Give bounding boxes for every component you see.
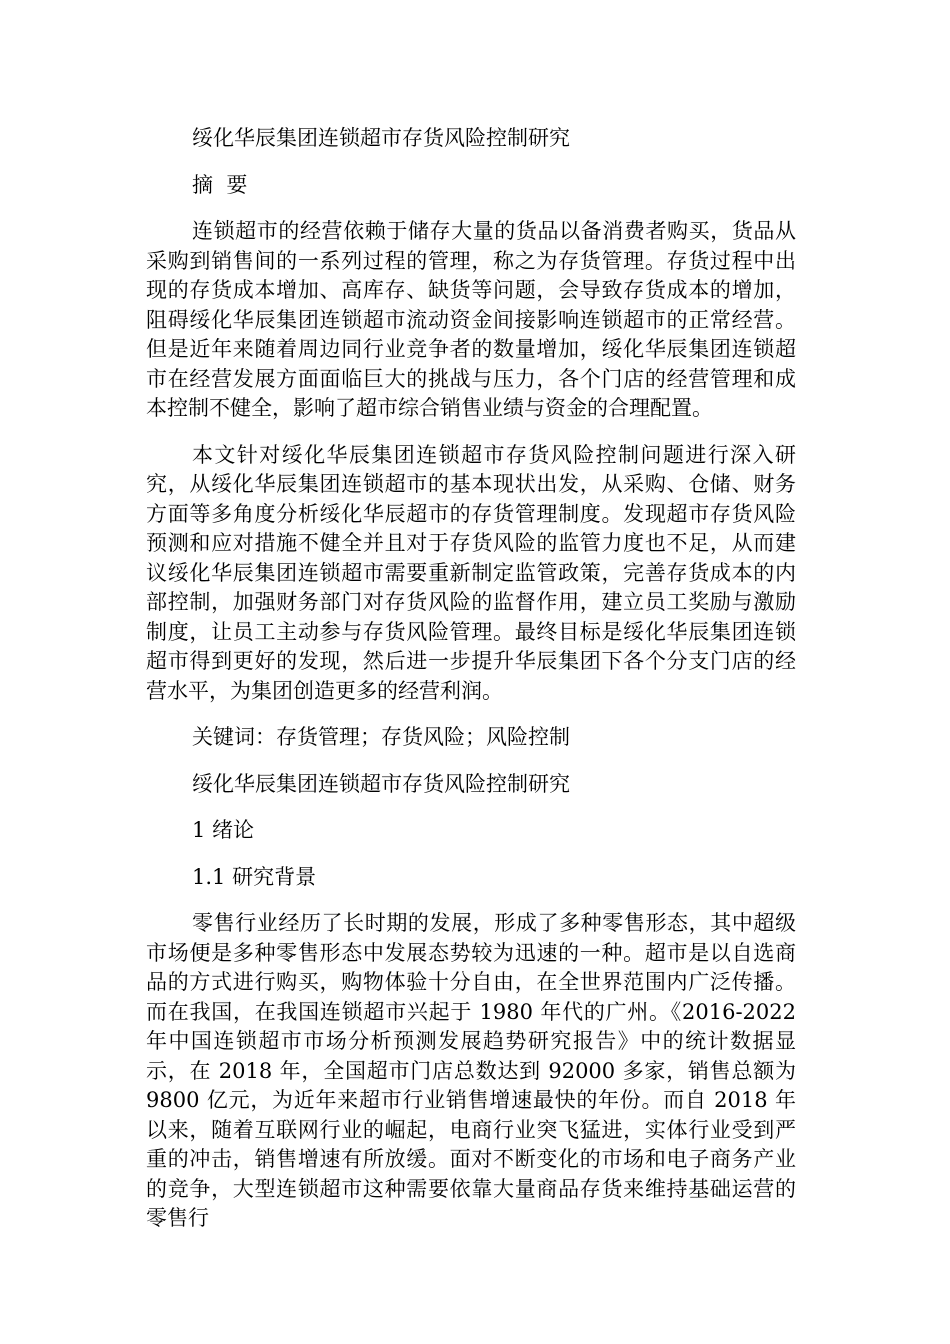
keywords: 关键词：存货管理；存货风险；风险控制 <box>192 725 570 749</box>
spacer <box>146 799 796 816</box>
spacer <box>146 706 796 723</box>
spacer <box>146 154 796 171</box>
spacer <box>146 200 796 217</box>
spacer <box>146 424 796 441</box>
abstract-paragraph-2: 本文针对绥化华辰集团连锁超市存货风险控制问题进行深入研究，从绥化华辰集团连锁超市的基本现状出发，从采购、仓储、财务方面等多角度分析绥化华辰超市的存货管理制度。发现超市存货风险预测和应对措施不健全并且对于存货风险的监管力度也不足，从而建议绥化华辰集团连锁超市需要重新制定监管政策，完善存货成本的内部控制，加强财务部门对存货风险的监督作用，建立员工奖励与激励制度，让员工主动参与存货风险管理。最终目标是绥化华辰集团连锁超市得到更好的发现，然后进一步提升华辰集团下各个分支门店的经营水平，为集团创造更多的经营利润。 <box>146 442 796 703</box>
abstract-heading: 摘 要 <box>192 172 248 197</box>
spacer <box>146 846 796 863</box>
spacer <box>146 892 796 909</box>
document-title: 绥化华辰集团连锁超市存货风险控制研究 <box>192 126 570 150</box>
chapter-heading: 1 绪论 <box>192 818 255 842</box>
section-heading: 1.1 研究背景 <box>192 864 317 889</box>
document-title-repeat: 绥化华辰集团连锁超市存货风险控制研究 <box>192 771 570 796</box>
body-paragraph: 零售行业经历了长时期的发展，形成了多种零售形态，其中超级市场便是多种零售形态中发展态势较为迅速的一种。超市是以自选商品的方式进行购买，购物体验十分自由，在全世界范围内广泛传播。而在我国，在我国连锁超市兴起于 1980 年代的广州。《2016-2022 年中国连锁超市市场分析预测发展趋势研究报告》中的统计数据显示，在 2018 年，全国超市门店总数达到 92000 多家，销售总额为 9800 亿元，为近年来超市行业销售增速最快的年份。而自 2018 年以来，随着互联网行业的崛起，电商行业突飞猛进，实体行业受到严重的冲击，销售增速有所放缓。面对不断变化的市场和电子商务产业的竞争，大型连锁超市这种需要依靠大量商品存货来维持基础运营的零售行 <box>146 911 796 1230</box>
spacer <box>146 753 796 770</box>
document-page <box>146 124 796 1234</box>
abstract-paragraph-1: 连锁超市的经营依赖于储存大量的货品以备消费者购买，货品从采购到销售间的一系列过程的管理，称之为存货管理。存货过程中出现的存货成本增加、高库存、缺货等问题，会导致存货成本的增加，阻碍绥化华辰集团连锁超市流动资金间接影响连锁超市的正常经营。但是近年来随着周边同行业竞争者的数量增加，绥化华辰集团连锁超市在经营发展方面面临巨大的挑战与压力，各个门店的经营管理和成本控制不健全，影响了超市综合销售业绩与资金的合理配置。 <box>146 219 796 420</box>
